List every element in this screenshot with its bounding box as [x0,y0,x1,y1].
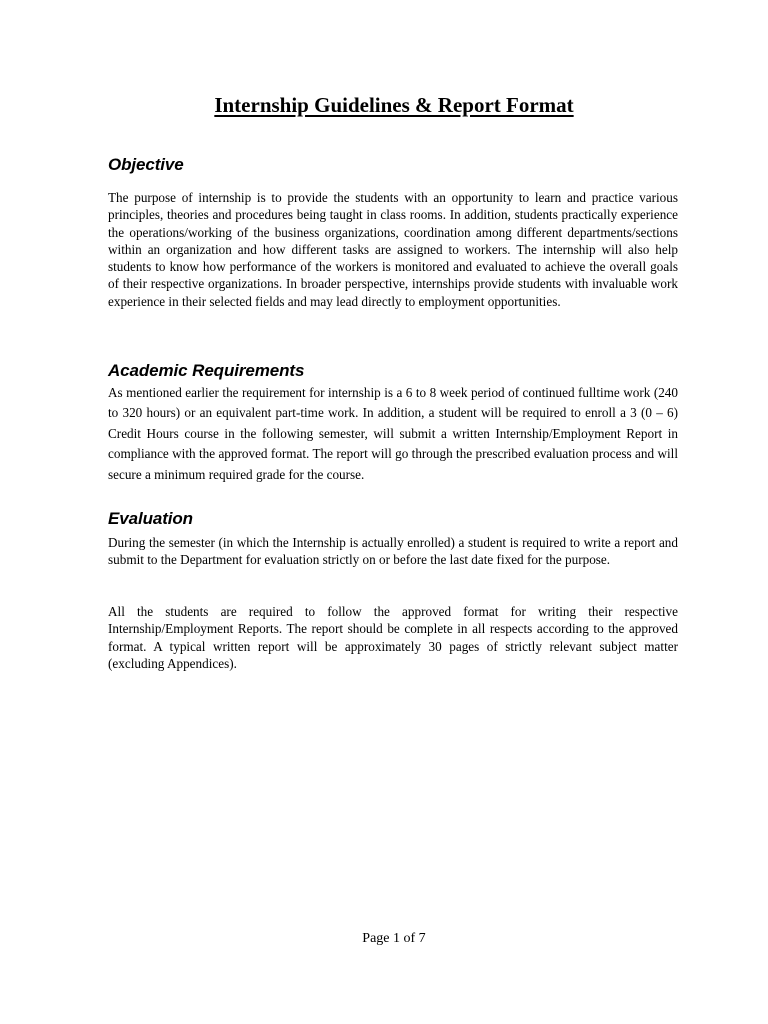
academic-requirements-paragraph: As mentioned earlier the requirement for internship is a 6 to 8 week period of continued fulltime work (240 to 320 hours) or an equivalent part-time work. In addition, a student will be required to enroll a 3 (0 – 6) Credit Hours course in the following semester, will submit a written Internship/Employment Report in compliance with the approved format. The report will go through the prescribed evaluation process and will secure a minimum required grade for the course. [108,385,678,482]
evaluation-paragraph-2: All the students are required to follow the approved format for writing their respective Internship/Employment Reports. The report should be complete in all respects according to the approved format. A typical written report will be approximately 30 pages of strictly relevant subject matter (excluding Appendices). [108,604,678,671]
page-number-footer: Page 1 of 7 [362,931,426,946]
document-title: Internship Guidelines & Report Format [214,93,574,117]
section-heading-objective: Objective [108,155,184,174]
objective-paragraph: The purpose of internship is to provide the students with an opportunity to learn and practice various principles, theories and procedures being taught in class rooms. In addition, students practically experience the operations/working of the business organizations, coordination among different departments/sections within an organization and how different tasks are assigned to workers. The internship will also help students to know how performance of the workers is monitored and evaluated to achieve the overall goals of their respective organizations. In broader perspective, internships provide students with invaluable work experience in their selected fields and may lead directly to employment opportunities. [108,190,678,309]
section-heading-academic-requirements: Academic Requirements [108,361,305,380]
section-heading-evaluation: Evaluation [108,509,193,528]
evaluation-paragraph-1: During the semester (in which the Internship is actually enrolled) a student is required to write a report and submit to the Department for evaluation strictly on or before the last date fixed for the purpose. [108,535,678,568]
